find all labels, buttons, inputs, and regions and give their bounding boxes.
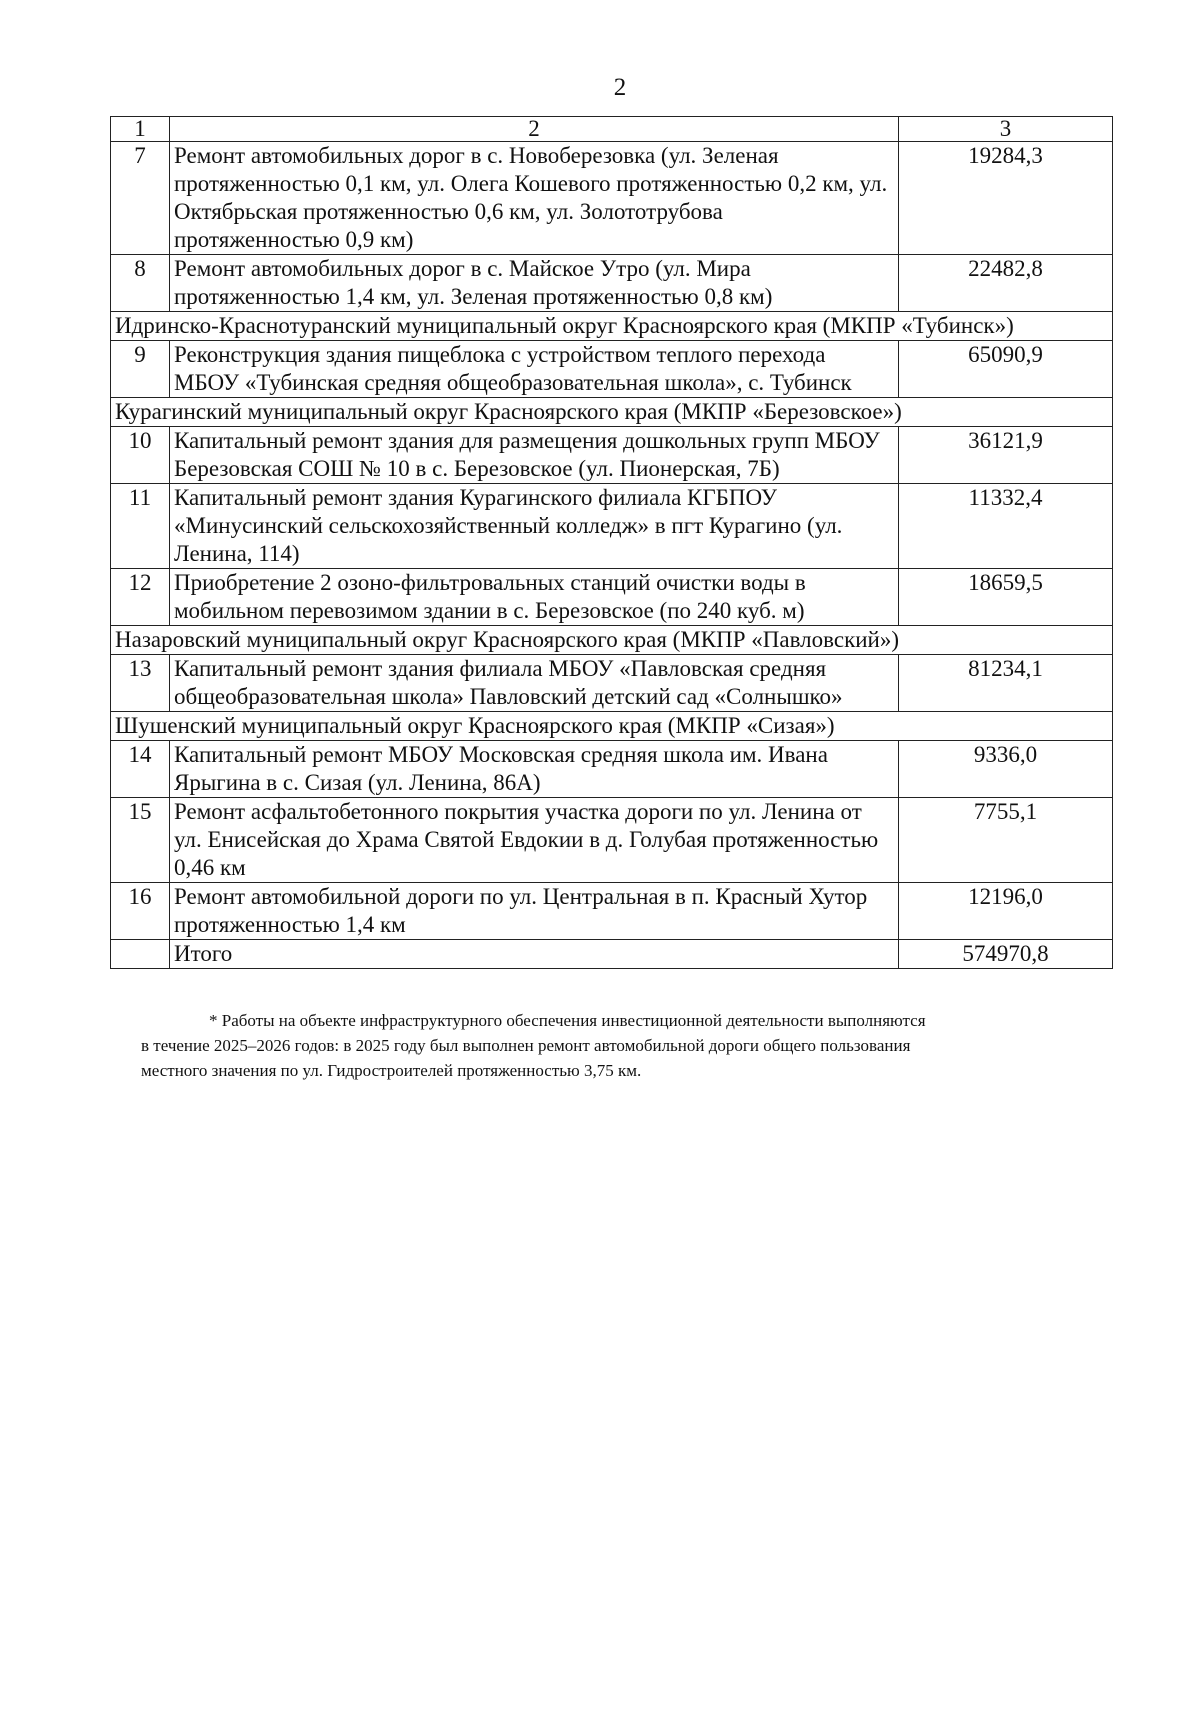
row-description: Ремонт автомобильной дороги по ул. Центральная в п. Красный Хутор протяженностью 1,4 км <box>170 883 899 940</box>
page-number: 2 <box>613 74 627 101</box>
group-title: Шушенский муниципальный округ Красноярского края (МКПР «Сизая») <box>111 712 1113 741</box>
row-number: 15 <box>111 798 170 883</box>
row-amount: 12196,0 <box>899 883 1113 940</box>
table-row <box>111 484 1113 569</box>
row-amount: 65090,9 <box>899 341 1113 398</box>
row-amount: 22482,8 <box>899 255 1113 312</box>
row-description: Капитальный ремонт здания Курагинского филиала КГБПОУ «Минусинский сельскохозяйственный колледж» в пгт Курагино (ул. Ленина, 114) <box>170 484 899 569</box>
table-row <box>111 341 1113 398</box>
table-row <box>111 142 1113 255</box>
table-row <box>111 741 1113 798</box>
group-header-row <box>111 398 1113 427</box>
footnote-line: * Работы на объекте инфраструктурного обеспечения инвестиционной деятельности выполняются <box>209 1011 926 1030</box>
table-body <box>111 117 1113 969</box>
row-amount: 7755,1 <box>899 798 1113 883</box>
group-title: Курагинский муниципальный округ Красноярского края (МКПР «Березовское») <box>111 398 1113 427</box>
budget-table <box>110 116 1113 969</box>
table-row <box>111 255 1113 312</box>
header-cell-col3: 3 <box>899 117 1113 142</box>
row-number: 12 <box>111 569 170 626</box>
row-description: Ремонт асфальтобетонного покрытия участка дороги по ул. Ленина от ул. Енисейская до Храма Святой Евдокии в д. Голубая протяженностью 0,46 км <box>170 798 899 883</box>
table-row <box>111 427 1113 484</box>
row-description: Приобретение 2 озоно-фильтровальных станций очистки воды в мобильном перевозимом здании в с. Березовское (по 240 куб. м) <box>170 569 899 626</box>
footnote-line: местного значения по ул. Гидростроителей протяженностью 3,75 км. <box>141 1061 642 1080</box>
footnote <box>141 1008 1111 1083</box>
row-amount: 19284,3 <box>899 142 1113 255</box>
row-amount: 18659,5 <box>899 569 1113 626</box>
row-number: 9 <box>111 341 170 398</box>
table-row <box>111 655 1113 712</box>
total-amount: 574970,8 <box>899 940 1113 969</box>
group-header-row <box>111 312 1113 341</box>
footnote-line: в течение 2025–2026 годов: в 2025 году был выполнен ремонт автомобильной дороги общего пользования <box>141 1036 911 1055</box>
row-amount: 9336,0 <box>899 741 1113 798</box>
row-amount: 81234,1 <box>899 655 1113 712</box>
row-amount: 36121,9 <box>899 427 1113 484</box>
table-row <box>111 798 1113 883</box>
row-number: 13 <box>111 655 170 712</box>
row-description: Капитальный ремонт здания филиала МБОУ «Павловская средняя общеобразовательная школа» Павловский детский сад «Солнышко» <box>170 655 899 712</box>
row-number: 10 <box>111 427 170 484</box>
group-title: Идринско-Краснотуранский муниципальный округ Красноярского края (МКПР «Тубинск») <box>111 312 1113 341</box>
total-empty-cell <box>111 940 170 969</box>
row-description: Капитальный ремонт здания для размещения дошкольных групп МБОУ Березовская СОШ № 10 в с. Березовское (ул. Пионерская, 7Б) <box>170 427 899 484</box>
header-cell-col1: 1 <box>111 117 170 142</box>
total-label: Итого <box>170 940 899 969</box>
row-number: 14 <box>111 741 170 798</box>
row-description: Капитальный ремонт МБОУ Московская средняя школа им. Ивана Ярыгина в с. Сизая (ул. Ленина, 86А) <box>170 741 899 798</box>
group-header-row <box>111 712 1113 741</box>
table-header-row <box>111 117 1113 142</box>
group-header-row <box>111 626 1113 655</box>
row-number: 11 <box>111 484 170 569</box>
row-description: Реконструкция здания пищеблока с устройством теплого перехода МБОУ «Тубинская средняя общеобразовательная школа», с. Тубинск <box>170 341 899 398</box>
row-amount: 11332,4 <box>899 484 1113 569</box>
total-row <box>111 940 1113 969</box>
row-number: 8 <box>111 255 170 312</box>
table-row <box>111 883 1113 940</box>
row-number: 7 <box>111 142 170 255</box>
row-number: 16 <box>111 883 170 940</box>
header-cell-col2: 2 <box>170 117 899 142</box>
row-description: Ремонт автомобильных дорог в с. Майское Утро (ул. Мира протяженностью 1,4 км, ул. Зеленая протяженностью 0,8 км) <box>170 255 899 312</box>
group-title: Назаровский муниципальный округ Красноярского края (МКПР «Павловский») <box>111 626 1113 655</box>
table-row <box>111 569 1113 626</box>
row-description: Ремонт автомобильных дорог в с. Новоберезовка (ул. Зеленая протяженностью 0,1 км, ул. Олега Кошевого протяженностью 0,2 км, ул. Октябрьская протяженностью 0,6 км, ул. Золототрубова протяженностью 0,9 км) <box>170 142 899 255</box>
